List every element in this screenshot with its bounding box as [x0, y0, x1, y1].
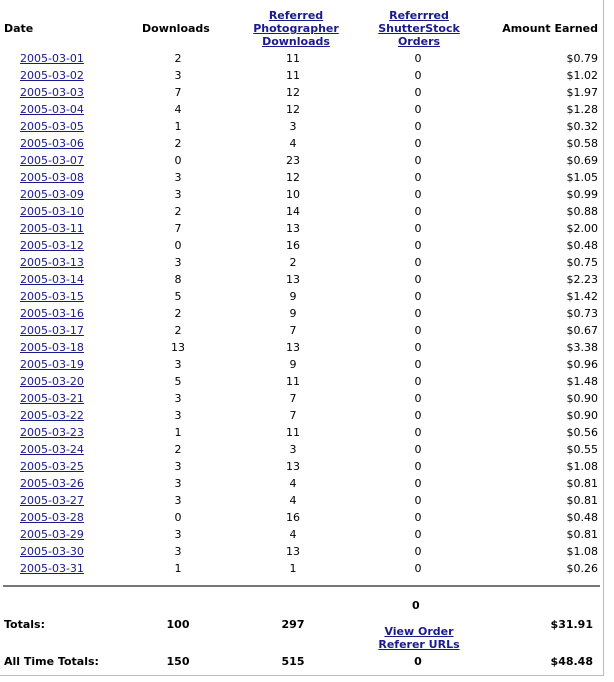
table-row [0, 511, 604, 528]
referred-orders-cell: 0 [414, 103, 422, 116]
referred-photographer-cell: 11 [286, 69, 300, 82]
referred-photographer-cell: 9 [289, 307, 297, 320]
referred-photographer-cell: 4 [289, 528, 297, 541]
downloads-cell: 2 [174, 443, 182, 456]
referred-orders-cell: 0 [414, 443, 422, 456]
referred-orders-cell: 0 [414, 409, 422, 422]
referred-orders-cell: 0 [414, 341, 422, 354]
table-row [0, 120, 604, 137]
date-link[interactable]: 2005-03-13 [20, 256, 84, 269]
downloads-cell: 0 [174, 154, 182, 167]
totals-downloads: 100 [166, 618, 190, 631]
referred-photographer-cell: 3 [289, 120, 297, 133]
downloads-cell: 7 [174, 222, 182, 235]
date-link[interactable]: 2005-03-24 [20, 443, 84, 456]
date-link[interactable]: 2005-03-25 [20, 460, 84, 473]
referred-orders-cell: 0 [414, 290, 422, 303]
referred-photographer-cell: 13 [286, 460, 300, 473]
downloads-cell: 8 [174, 273, 182, 286]
date-link[interactable]: 2005-03-28 [20, 511, 84, 524]
table-row [0, 171, 604, 188]
referred-orders-cell: 0 [414, 120, 422, 133]
amount-earned-cell: $0.58 [566, 137, 598, 150]
referred-photographer-cell: 4 [289, 477, 297, 490]
referred-orders-cell: 0 [414, 375, 422, 388]
referred-orders-cell: 0 [414, 460, 422, 473]
table-row [0, 154, 604, 171]
downloads-cell: 3 [174, 409, 182, 422]
table-row [0, 545, 604, 562]
header-amount-earned: Amount Earned [502, 22, 598, 35]
referred-photographer-cell: 11 [286, 52, 300, 65]
referred-photographer-cell: 9 [289, 290, 297, 303]
downloads-cell: 0 [174, 511, 182, 524]
downloads-cell: 3 [174, 171, 182, 184]
downloads-cell: 5 [174, 375, 182, 388]
downloads-cell: 3 [174, 256, 182, 269]
amount-earned-cell: $0.79 [566, 52, 598, 65]
table-row [0, 273, 604, 290]
date-link[interactable]: 2005-03-15 [20, 290, 84, 303]
date-link[interactable]: 2005-03-16 [20, 307, 84, 320]
table-row [0, 137, 604, 154]
referred-orders-cell: 0 [414, 511, 422, 524]
downloads-cell: 3 [174, 460, 182, 473]
downloads-cell: 4 [174, 103, 182, 116]
amount-earned-cell: $1.08 [566, 460, 598, 473]
table-row [0, 477, 604, 494]
table-row [0, 562, 604, 579]
date-link[interactable]: 2005-03-11 [20, 222, 84, 235]
referred-orders-cell: 0 [414, 358, 422, 371]
totals-label: Totals: [4, 618, 45, 631]
referred-photographer-cell: 7 [289, 324, 297, 337]
referred-orders-cell: 0 [414, 256, 422, 269]
date-link[interactable]: 2005-03-30 [20, 545, 84, 558]
referred-photographer-cell: 13 [286, 222, 300, 235]
referred-photographer-cell: 3 [289, 443, 297, 456]
downloads-cell: 3 [174, 188, 182, 201]
amount-earned-cell: $0.90 [566, 409, 598, 422]
table-row [0, 324, 604, 341]
table-row [0, 409, 604, 426]
all-time-amount: $48.48 [550, 655, 593, 668]
header-referred-photographer-downloads-link[interactable]: Referred Photographer Downloads [253, 9, 339, 48]
referred-orders-cell: 0 [414, 171, 422, 184]
referred-photographer-cell: 7 [289, 392, 297, 405]
all-time-downloads: 150 [166, 655, 190, 668]
table-row [0, 205, 604, 222]
downloads-cell: 3 [174, 69, 182, 82]
downloads-cell: 2 [174, 205, 182, 218]
table-row [0, 69, 604, 86]
date-link[interactable]: 2005-03-01 [20, 52, 84, 65]
date-link[interactable]: 2005-03-08 [20, 171, 84, 184]
date-link[interactable]: 2005-03-17 [20, 324, 84, 337]
referred-photographer-cell: 13 [286, 341, 300, 354]
date-link[interactable]: 2005-03-14 [20, 273, 84, 286]
downloads-cell: 3 [174, 494, 182, 507]
amount-earned-cell: $3.38 [566, 341, 598, 354]
amount-earned-cell: $0.75 [566, 256, 598, 269]
table-row [0, 341, 604, 358]
referred-orders-cell: 0 [414, 528, 422, 541]
totals-divider [3, 585, 600, 587]
amount-earned-cell: $0.81 [566, 477, 598, 490]
amount-earned-cell: $0.56 [566, 426, 598, 439]
downloads-cell: 1 [174, 120, 182, 133]
referred-photographer-cell: 13 [286, 545, 300, 558]
downloads-cell: 2 [174, 307, 182, 320]
referred-photographer-cell: 1 [289, 562, 297, 575]
table-row [0, 443, 604, 460]
date-link[interactable]: 2005-03-05 [20, 120, 84, 133]
referred-photographer-cell: 23 [286, 154, 300, 167]
referred-orders-cell: 0 [414, 154, 422, 167]
referred-photographer-cell: 7 [289, 409, 297, 422]
table-row [0, 256, 604, 273]
amount-earned-cell: $0.48 [566, 239, 598, 252]
referred-photographer-cell: 11 [286, 426, 300, 439]
amount-earned-cell: $0.55 [566, 443, 598, 456]
all-time-referred-photographer: 515 [281, 655, 305, 668]
header-referred-shutterstock-orders-link[interactable]: Referrred ShutterStock Orders [378, 9, 460, 48]
downloads-cell: 2 [174, 137, 182, 150]
downloads-cell: 3 [174, 358, 182, 371]
table-row [0, 239, 604, 256]
referred-orders-cell: 0 [414, 324, 422, 337]
header-downloads: Downloads [142, 22, 210, 35]
amount-earned-cell: $1.97 [566, 86, 598, 99]
referred-orders-cell: 0 [414, 188, 422, 201]
amount-earned-cell: $1.02 [566, 69, 598, 82]
date-link[interactable]: 2005-03-07 [20, 154, 84, 167]
amount-earned-cell: $0.99 [566, 188, 598, 201]
table-row [0, 86, 604, 103]
totals-referred-photographer: 297 [281, 618, 305, 631]
totals-referred-orders: 0 [412, 599, 420, 612]
downloads-cell: 3 [174, 392, 182, 405]
table-row [0, 307, 604, 324]
referred-orders-cell: 0 [414, 273, 422, 286]
referred-orders-cell: 0 [414, 307, 422, 320]
table-row [0, 426, 604, 443]
amount-earned-cell: $0.69 [566, 154, 598, 167]
referred-orders-cell: 0 [414, 239, 422, 252]
amount-earned-cell: $0.26 [566, 562, 598, 575]
amount-earned-cell: $0.67 [566, 324, 598, 337]
date-link[interactable]: 2005-03-31 [20, 562, 84, 575]
referred-photographer-cell: 4 [289, 494, 297, 507]
table-row [0, 375, 604, 392]
downloads-cell: 1 [174, 426, 182, 439]
amount-earned-cell: $1.08 [566, 545, 598, 558]
downloads-cell: 3 [174, 528, 182, 541]
referred-orders-cell: 0 [414, 205, 422, 218]
referred-photographer-cell: 16 [286, 511, 300, 524]
table-row [0, 494, 604, 511]
referred-photographer-cell: 13 [286, 273, 300, 286]
referred-photographer-cell: 16 [286, 239, 300, 252]
referred-photographer-cell: 2 [289, 256, 297, 269]
daily-rows [0, 52, 604, 579]
amount-earned-cell: $0.96 [566, 358, 598, 371]
date-link[interactable]: 2005-03-18 [20, 341, 84, 354]
table-row [0, 52, 604, 69]
downloads-cell: 3 [174, 477, 182, 490]
table-row [0, 103, 604, 120]
date-link[interactable]: 2005-03-23 [20, 426, 84, 439]
referred-photographer-cell: 12 [286, 171, 300, 184]
date-link[interactable]: 2005-03-02 [20, 69, 84, 82]
referred-orders-cell: 0 [414, 545, 422, 558]
date-link[interactable]: 2005-03-04 [20, 103, 84, 116]
date-link[interactable]: 2005-03-27 [20, 494, 84, 507]
referred-orders-cell: 0 [414, 86, 422, 99]
date-link[interactable]: 2005-03-10 [20, 205, 84, 218]
view-order-referer-urls-link[interactable]: View Order Referer URLs [378, 625, 460, 651]
downloads-cell: 5 [174, 290, 182, 303]
referred-photographer-cell: 11 [286, 375, 300, 388]
table-row [0, 358, 604, 375]
downloads-cell: 7 [174, 86, 182, 99]
amount-earned-cell: $0.90 [566, 392, 598, 405]
date-link[interactable]: 2005-03-20 [20, 375, 84, 388]
amount-earned-cell: $1.28 [566, 103, 598, 116]
amount-earned-cell: $0.73 [566, 307, 598, 320]
downloads-cell: 1 [174, 562, 182, 575]
referred-photographer-cell: 9 [289, 358, 297, 371]
referred-orders-cell: 0 [414, 426, 422, 439]
referred-orders-cell: 0 [414, 137, 422, 150]
date-link[interactable]: 2005-03-03 [20, 86, 84, 99]
date-link[interactable]: 2005-03-09 [20, 188, 84, 201]
referred-orders-cell: 0 [414, 494, 422, 507]
table-row [0, 188, 604, 205]
referred-photographer-cell: 12 [286, 86, 300, 99]
header-date: Date [4, 22, 34, 35]
date-link[interactable]: 2005-03-22 [20, 409, 84, 422]
referred-orders-cell: 0 [414, 69, 422, 82]
totals-amount: $31.91 [550, 618, 593, 631]
downloads-cell: 0 [174, 239, 182, 252]
downloads-cell: 3 [174, 545, 182, 558]
downloads-cell: 13 [171, 341, 185, 354]
referred-orders-cell: 0 [414, 562, 422, 575]
referred-orders-cell: 0 [414, 392, 422, 405]
date-link[interactable]: 2005-03-21 [20, 392, 84, 405]
downloads-cell: 2 [174, 52, 182, 65]
referred-photographer-cell: 14 [286, 205, 300, 218]
amount-earned-cell: $1.48 [566, 375, 598, 388]
date-link[interactable]: 2005-03-19 [20, 358, 84, 371]
amount-earned-cell: $2.00 [566, 222, 598, 235]
table-row [0, 528, 604, 545]
date-link[interactable]: 2005-03-29 [20, 528, 84, 541]
table-row [0, 222, 604, 239]
referred-orders-cell: 0 [414, 477, 422, 490]
referred-orders-cell: 0 [414, 52, 422, 65]
date-link[interactable]: 2005-03-06 [20, 137, 84, 150]
referred-photographer-cell: 12 [286, 103, 300, 116]
amount-earned-cell: $0.81 [566, 494, 598, 507]
amount-earned-cell: $1.42 [566, 290, 598, 303]
amount-earned-cell: $0.48 [566, 511, 598, 524]
table-row [0, 392, 604, 409]
date-link[interactable]: 2005-03-26 [20, 477, 84, 490]
table-row [0, 290, 604, 307]
referred-photographer-cell: 10 [286, 188, 300, 201]
referred-photographer-cell: 4 [289, 137, 297, 150]
table-header [0, 8, 604, 48]
referred-orders-cell: 0 [414, 222, 422, 235]
all-time-referred-orders: 0 [414, 655, 422, 668]
amount-earned-cell: $0.32 [566, 120, 598, 133]
amount-earned-cell: $1.05 [566, 171, 598, 184]
downloads-cell: 2 [174, 324, 182, 337]
amount-earned-cell: $2.23 [566, 273, 598, 286]
amount-earned-cell: $0.81 [566, 528, 598, 541]
all-time-totals-label: All Time Totals: [4, 655, 99, 668]
table-row [0, 460, 604, 477]
amount-earned-cell: $0.88 [566, 205, 598, 218]
date-link[interactable]: 2005-03-12 [20, 239, 84, 252]
